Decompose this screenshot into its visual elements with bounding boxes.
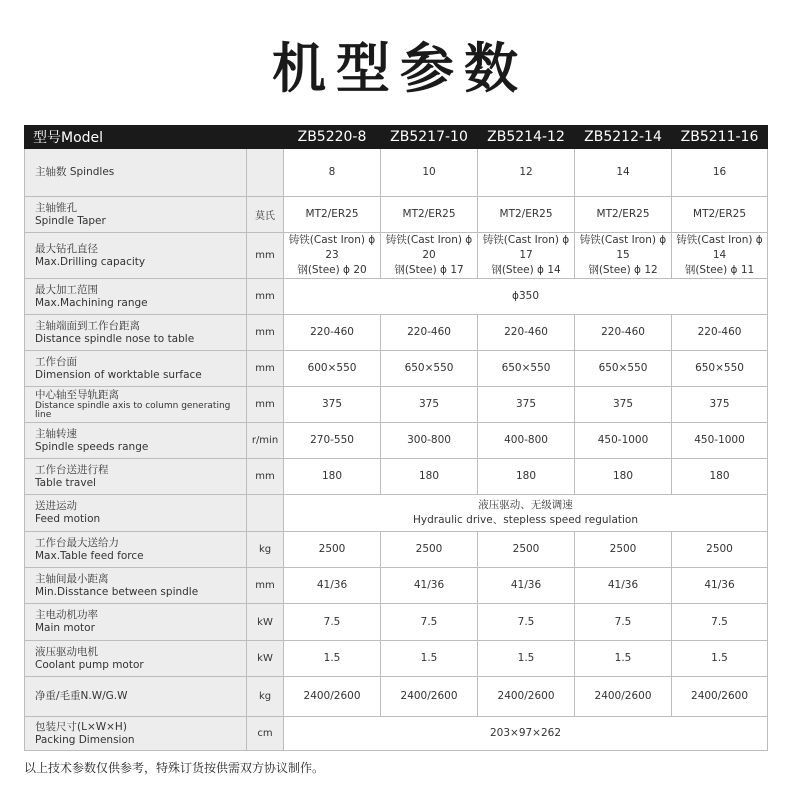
spec-table: [24, 125, 768, 751]
row-unit: mm: [247, 233, 284, 279]
table-row: [25, 495, 768, 532]
cell-value: 铸铁(Cast Iron) ϕ 15 钢(Stee) ϕ 12: [575, 233, 672, 279]
cell-value-merged: 液压驱动、无级调速 Hydraulic drive、stepless speed regulation: [284, 495, 768, 532]
row-unit: 莫氏: [247, 197, 284, 233]
cell-value: 375: [284, 387, 381, 423]
cell-value: 220-460: [575, 315, 672, 351]
row-label: 主轴端面到工作台距离 Distance spindle nose to table: [25, 315, 247, 351]
table-row: [25, 641, 768, 677]
cell-value: 41/36: [672, 568, 768, 604]
cell-value: 1.5: [381, 641, 478, 677]
row-label: 主轴间最小距离 Min.Disstance between spindle: [25, 568, 247, 604]
row-label: 净重/毛重N.W/G.W: [25, 677, 247, 717]
cell-value: 铸铁(Cast Iron) ϕ 20 钢(Stee) ϕ 17: [381, 233, 478, 279]
cell-value: 1.5: [284, 641, 381, 677]
cell-value: 12: [478, 149, 575, 197]
cell-value: 600×550: [284, 351, 381, 387]
cell-value: 375: [672, 387, 768, 423]
row-label: 最大钻孔直径 Max.Drilling capacity: [25, 233, 247, 279]
cell-value: 16: [672, 149, 768, 197]
row-label: 中心轴至导轨距离 Distance spindle axis to column generating line: [25, 387, 247, 423]
row-label: 工作台送进行程 Table travel: [25, 459, 247, 495]
cell-value: 2500: [672, 532, 768, 568]
cell-value: MT2/ER25: [575, 197, 672, 233]
table-row: [25, 315, 768, 351]
cell-value: 375: [478, 387, 575, 423]
row-label: 送进运动 Feed motion: [25, 495, 247, 532]
table-row: [25, 387, 768, 423]
cell-value: 220-460: [284, 315, 381, 351]
cell-value: MT2/ER25: [672, 197, 768, 233]
cell-value: MT2/ER25: [478, 197, 575, 233]
cell-value: 10: [381, 149, 478, 197]
row-unit: mm: [247, 315, 284, 351]
row-unit: [247, 149, 284, 197]
row-unit: kW: [247, 604, 284, 641]
cell-value: 180: [478, 459, 575, 495]
cell-value: 2400/2600: [284, 677, 381, 717]
row-unit: mm: [247, 459, 284, 495]
row-unit: mm: [247, 351, 284, 387]
cell-value: 220-460: [381, 315, 478, 351]
row-unit: kg: [247, 677, 284, 717]
cell-value: 7.5: [478, 604, 575, 641]
cell-value: 铸铁(Cast Iron) ϕ 17 钢(Stee) ϕ 14: [478, 233, 575, 279]
cell-value: 180: [381, 459, 478, 495]
table-row: [25, 568, 768, 604]
table-row: [25, 717, 768, 751]
row-label: 主电动机功率 Main motor: [25, 604, 247, 641]
cell-value: 铸铁(Cast Iron) ϕ 14 钢(Stee) ϕ 11: [672, 233, 768, 279]
table-row: [25, 677, 768, 717]
cell-value: 41/36: [381, 568, 478, 604]
cell-value: 7.5: [284, 604, 381, 641]
table-row: [25, 423, 768, 459]
cell-value: 8: [284, 149, 381, 197]
cell-value: 41/36: [575, 568, 672, 604]
cell-value: 375: [381, 387, 478, 423]
row-label: 最大加工范围 Max.Machining range: [25, 279, 247, 315]
cell-value: 41/36: [478, 568, 575, 604]
cell-value: 2500: [478, 532, 575, 568]
cell-value: 220-460: [672, 315, 768, 351]
cell-value: 1.5: [672, 641, 768, 677]
row-label: 主轴锥孔 Spindle Taper: [25, 197, 247, 233]
cell-value-merged: ϕ350: [284, 279, 768, 315]
cell-value: 2400/2600: [575, 677, 672, 717]
model-name: ZB5212-14: [575, 126, 672, 149]
cell-value-merged: 203×97×262: [284, 717, 768, 751]
row-label: 包装尺寸(L×W×H) Packing Dimension: [25, 717, 247, 751]
footnote: 以上技术参数仅供参考，特殊订货按供需双方协议制作。: [24, 761, 325, 775]
cell-value: 2400/2600: [478, 677, 575, 717]
cell-value: 2500: [381, 532, 478, 568]
cell-value: 1.5: [575, 641, 672, 677]
cell-value: 铸铁(Cast Iron) ϕ 23 钢(Stee) ϕ 20: [284, 233, 381, 279]
cell-value: 180: [672, 459, 768, 495]
cell-value: 180: [284, 459, 381, 495]
table-row: [25, 351, 768, 387]
cell-value: 2500: [284, 532, 381, 568]
table-row: [25, 532, 768, 568]
cell-value: MT2/ER25: [284, 197, 381, 233]
cell-value: 2400/2600: [381, 677, 478, 717]
cell-value: 650×550: [575, 351, 672, 387]
table-row: [25, 279, 768, 315]
model-name: ZB5217-10: [381, 126, 478, 149]
cell-value: 41/36: [284, 568, 381, 604]
cell-value: 270-550: [284, 423, 381, 459]
row-unit: mm: [247, 568, 284, 604]
cell-value: 650×550: [478, 351, 575, 387]
cell-value: 1.5: [478, 641, 575, 677]
row-unit: kW: [247, 641, 284, 677]
cell-value: 180: [575, 459, 672, 495]
table-row: [25, 233, 768, 279]
cell-value: 220-460: [478, 315, 575, 351]
cell-value: 450-1000: [672, 423, 768, 459]
cell-value: 14: [575, 149, 672, 197]
table-row: [25, 197, 768, 233]
row-label: 主轴转速 Spindle speeds range: [25, 423, 247, 459]
row-unit: [247, 495, 284, 532]
header-row: [25, 126, 768, 149]
model-name: ZB5211-16: [672, 126, 768, 149]
row-label: 主轴数 Spindles: [25, 149, 247, 197]
row-label: 液压驱动电机 Coolant pump motor: [25, 641, 247, 677]
cell-value: 300-800: [381, 423, 478, 459]
row-label: 工作台面 Dimension of worktable surface: [25, 351, 247, 387]
cell-value: 2400/2600: [672, 677, 768, 717]
row-unit: kg: [247, 532, 284, 568]
table-row: [25, 459, 768, 495]
model-label: 型号Model: [25, 126, 284, 149]
row-unit: cm: [247, 717, 284, 751]
model-name: ZB5214-12: [478, 126, 575, 149]
row-unit: mm: [247, 279, 284, 315]
page-title: 机型参数: [272, 37, 528, 100]
cell-value: 7.5: [575, 604, 672, 641]
row-label: 工作台最大送给力 Max.Table feed force: [25, 532, 247, 568]
cell-value: 2500: [575, 532, 672, 568]
table-row: [25, 149, 768, 197]
model-name: ZB5220-8: [284, 126, 381, 149]
cell-value: 400-800: [478, 423, 575, 459]
cell-value: 450-1000: [575, 423, 672, 459]
table-row: [25, 604, 768, 641]
row-unit: mm: [247, 387, 284, 423]
cell-value: 375: [575, 387, 672, 423]
cell-value: 650×550: [381, 351, 478, 387]
cell-value: MT2/ER25: [381, 197, 478, 233]
cell-value: 7.5: [381, 604, 478, 641]
row-unit: r/min: [247, 423, 284, 459]
cell-value: 7.5: [672, 604, 768, 641]
cell-value: 650×550: [672, 351, 768, 387]
